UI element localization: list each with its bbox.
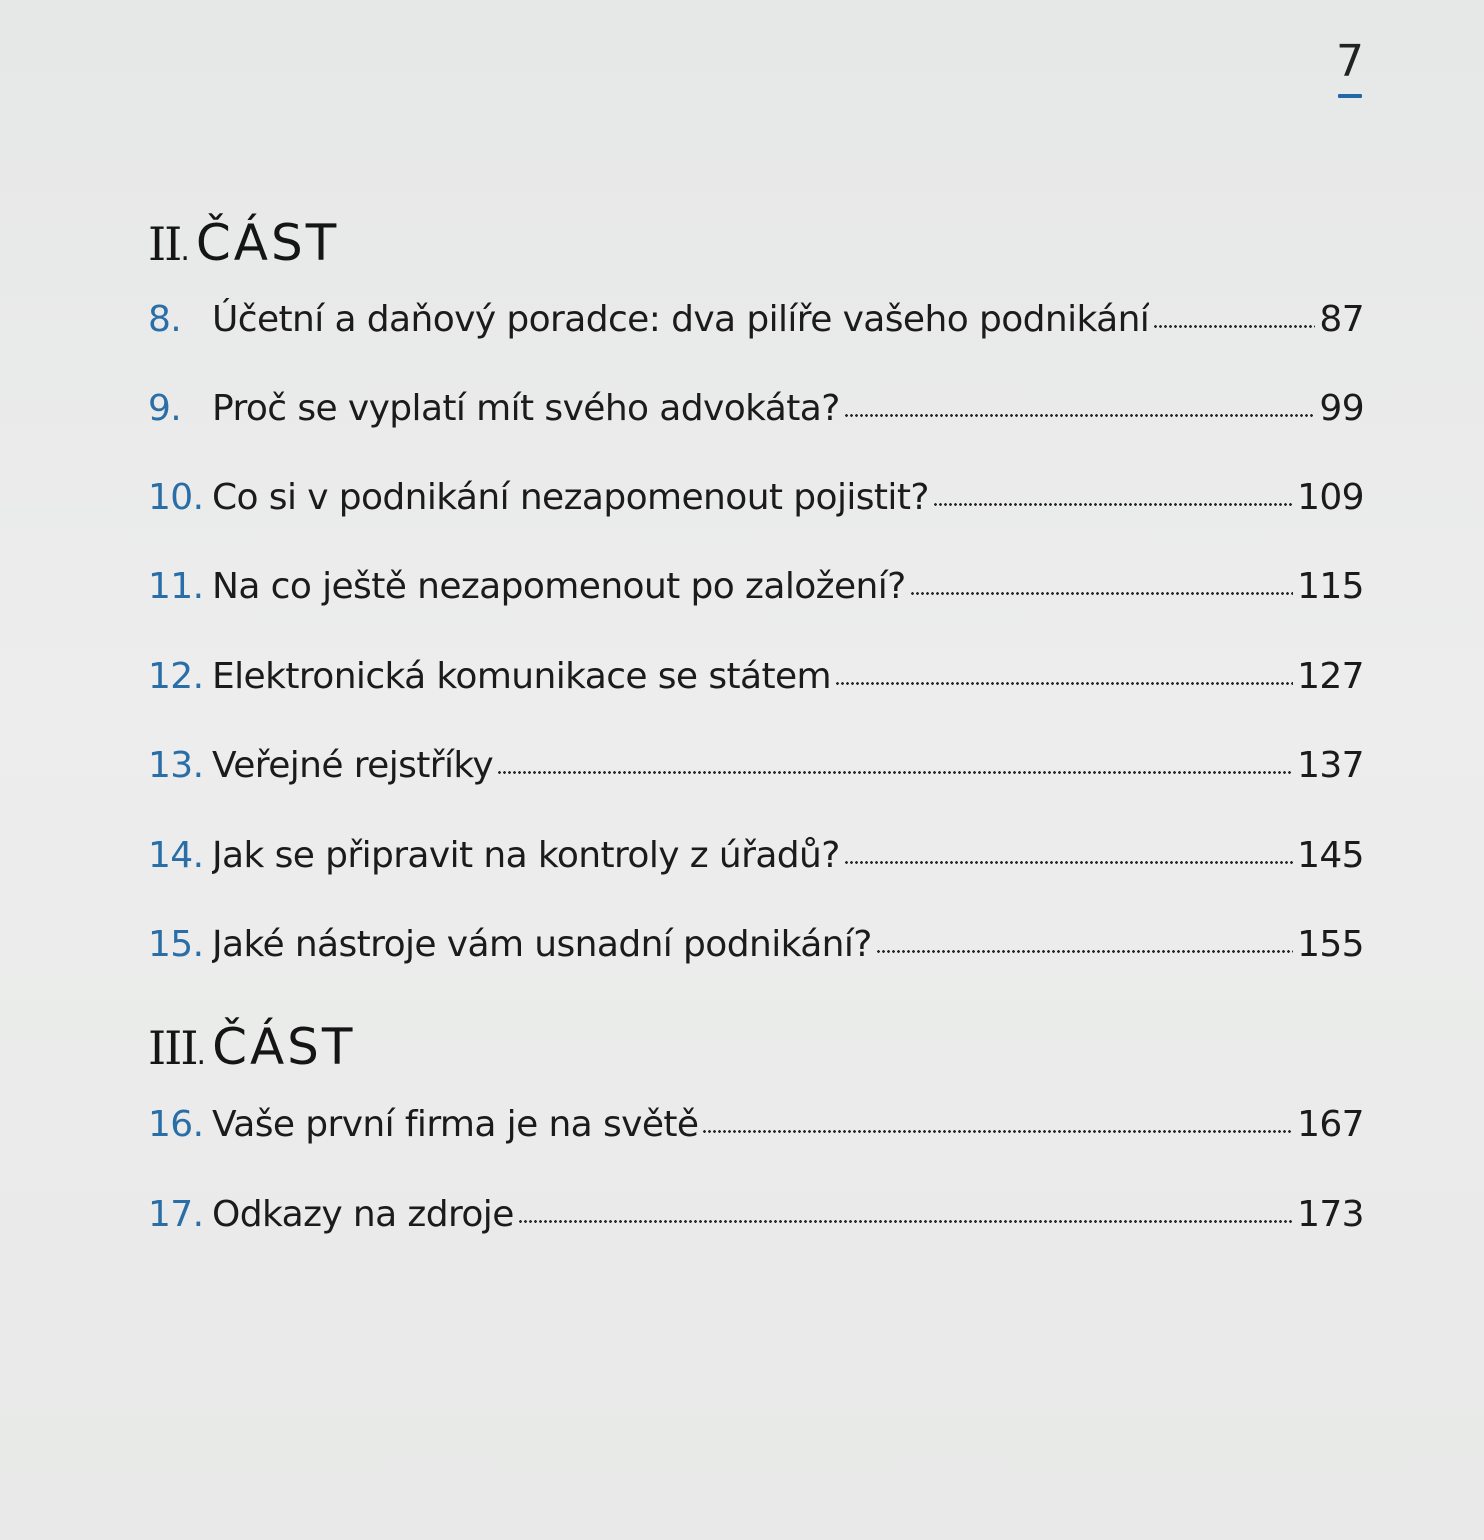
dot-leader (1153, 321, 1315, 331)
chapter-title: Veřejné rejstříky (212, 745, 494, 786)
dot-leader (497, 767, 1293, 777)
chapter-number: 9. (148, 388, 182, 429)
toc-entry-9[interactable] (148, 384, 1364, 434)
page-number: 7 (1336, 36, 1364, 87)
chapter-title: Účetní a daňový poradce: dva pilíře vašeho podnikání (212, 299, 1150, 340)
chapter-title: Vaše první firma je na světě (212, 1104, 699, 1145)
toc-entry-12[interactable] (148, 652, 1364, 702)
chapter-number: 12. (148, 656, 204, 697)
part-heading-ii (148, 214, 340, 272)
toc-entry-13[interactable] (148, 741, 1364, 791)
chapter-title: Proč se vyplatí mít svého advokáta? (212, 388, 840, 429)
dot-leader (844, 410, 1316, 420)
chapter-number: 11. (148, 566, 204, 607)
part-dot: . (196, 1037, 207, 1072)
toc-entry-15[interactable] (148, 920, 1364, 970)
chapter-page: 145 (1297, 835, 1364, 876)
part-word: ČÁST (212, 1018, 356, 1076)
chapter-page: 167 (1297, 1104, 1364, 1145)
toc-entry-14[interactable] (148, 831, 1364, 881)
part-numeral: II (148, 217, 181, 271)
toc-entry-16[interactable] (148, 1100, 1364, 1150)
dot-leader (876, 946, 1293, 956)
dot-leader (518, 1216, 1293, 1226)
chapter-page: 87 (1319, 299, 1364, 340)
toc-entry-10[interactable] (148, 473, 1364, 523)
chapter-title: Odkazy na zdroje (212, 1194, 514, 1235)
part-word: ČÁST (195, 214, 340, 272)
chapter-page: 99 (1319, 388, 1364, 429)
dot-leader (702, 1126, 1293, 1136)
toc-entry-11[interactable] (148, 562, 1364, 612)
chapter-title: Jak se připravit na kontroly z úřadů? (212, 835, 840, 876)
dot-leader (844, 857, 1293, 867)
chapter-title: Elektronická komunikace se státem (212, 656, 831, 697)
part-numeral: III (148, 1021, 197, 1075)
chapter-number: 15. (148, 924, 204, 965)
chapter-number: 14. (148, 835, 204, 876)
dot-leader (910, 588, 1293, 598)
chapter-number: 13. (148, 745, 204, 786)
dot-leader (835, 678, 1293, 688)
chapter-number: 17. (148, 1194, 204, 1235)
chapter-page: 115 (1297, 566, 1364, 607)
chapter-number: 10. (148, 477, 204, 518)
dot-leader (933, 499, 1293, 509)
chapter-title: Jaké nástroje vám usnadní podnikání? (212, 924, 872, 965)
part-dot: . (180, 233, 190, 268)
part-heading-iii (148, 1018, 356, 1076)
chapter-page: 109 (1297, 477, 1364, 518)
chapter-page: 127 (1297, 656, 1364, 697)
page-number-underline (1338, 94, 1362, 98)
chapter-number: 8. (148, 299, 182, 340)
chapter-page: 137 (1297, 745, 1364, 786)
chapter-title: Na co ještě nezapomenout po založení? (212, 566, 906, 607)
toc-entry-8[interactable] (148, 295, 1364, 345)
chapter-page: 155 (1297, 924, 1364, 965)
chapter-title: Co si v podnikání nezapomenout pojistit? (212, 477, 929, 518)
toc-entry-17[interactable] (148, 1190, 1364, 1240)
chapter-number: 16. (148, 1104, 204, 1145)
chapter-page: 173 (1297, 1194, 1364, 1235)
